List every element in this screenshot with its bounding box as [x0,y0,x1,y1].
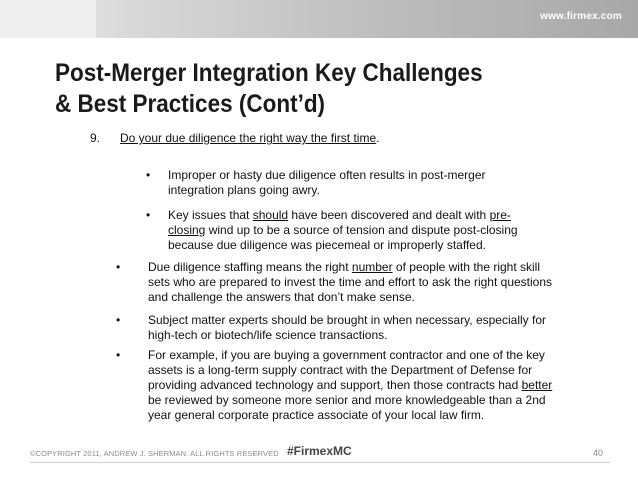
bullet-5 [116,348,616,426]
bullet-dot: • [116,348,121,362]
footer-hashtag: #FirmexMC [287,444,352,458]
sub-bullet-2-text [168,208,518,253]
bullet-dot: • [116,260,121,274]
bullet-dot: • [146,208,151,222]
text-line [168,223,518,238]
sub-bullet-2 [146,208,616,256]
text-line [168,208,518,223]
text-segment: have been discovered and dealt with [288,208,490,222]
text-line: and challenge the answers that don’t make sense. [148,290,415,304]
underlined-text: should [252,208,289,222]
header-notch [0,0,96,38]
slide-title [55,58,559,120]
text-segment: of people with the right skill [392,260,541,274]
text-line: integration plans going awry. [168,183,320,197]
bullet-3-text [148,260,552,305]
item-heading [120,131,379,145]
sub-bullet-1 [146,168,616,200]
underlined-text: better [521,378,553,392]
footer-divider [30,462,610,463]
text-line: because due diligence was piecemeal or improperly staffed. [168,238,486,252]
text-line: Improper or hasty due diligence often results in post-merger [168,168,486,182]
bullet-4-text [148,313,546,343]
underlined-text: closing [168,223,206,237]
title-line-1: Post-Merger Integration Key Challenges [55,59,483,87]
item-heading-text: Do your due diligence the right way the first time [120,131,377,145]
header-bar [0,0,638,38]
page-number: 40 [592,448,603,458]
text-segment: Due diligence staffing means the right [148,260,352,274]
bullet-4 [116,313,616,345]
underlined-text: pre- [489,208,511,222]
text-line: assets is a long-term supply contract with the Department of Defense for [148,363,533,377]
item-number: 9. [90,131,101,145]
bullet-5-text [148,348,552,423]
item-heading-end: . [376,131,380,145]
bullet-dot: • [116,313,121,327]
text-segment: providing advanced technology and support, then those contracts had [148,378,522,392]
bullet-3 [116,260,616,308]
bullet-dot: • [146,168,151,182]
text-line [148,260,552,275]
text-segment: wind up to be a source of tension and dispute post-closing [205,223,518,237]
text-line: high-tech or biotech/life science transactions. [148,328,388,342]
text-line: sets who are prepared to invest the time and effort to ask the right questions [148,275,553,289]
text-line: year general corporate practice associate of your local law firm. [148,408,485,422]
footer-copyright: ©COPYRIGHT 2011, ANDREW J. SHERMAN. ALL RIGHTS RESERVED [30,449,279,458]
sub-bullet-1-text [168,168,486,198]
text-line: For example, if you are buying a government contractor and one of the key [148,348,545,362]
text-line: be reviewed by someone more senior and more knowledgeable than a 2nd [148,393,546,407]
brand-url[interactable]: www.firmex.com [540,11,622,22]
text-line [148,378,552,393]
title-line-2: & Best Practices (Cont’d) [55,90,326,118]
underlined-text: number [351,260,393,274]
text-line: Subject matter experts should be brought in when necessary, especially for [148,313,546,327]
text-segment: Key issues that [168,208,253,222]
